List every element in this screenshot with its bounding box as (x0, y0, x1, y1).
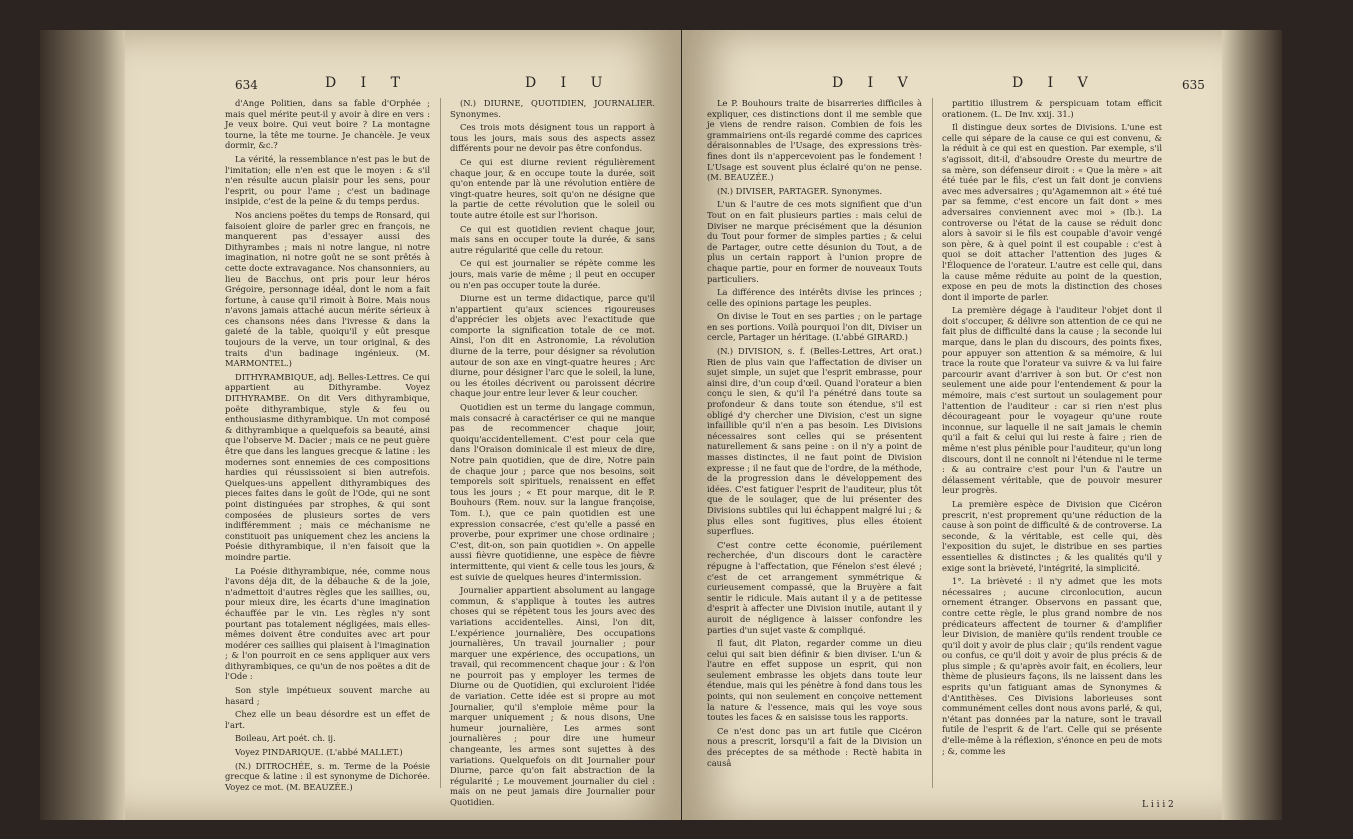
paragraph: Il faut, dit Platon, regarder comme un dieu celui qui sait bien définir & bien diviser. L'un & l'autre en effet suppose un esprit, qui non seulement embrasse les objets dans toute leur étendue, mais qui les pénètre à fond dans tous les points, qui non seulement en conçoive nettement la nature & l'essence, mais qui les voye sous toutes les faces & en saisisse tous les rapports. (707, 638, 922, 723)
paragraph: DITHYRAMBIQUE, adj. Belles-Lettres. Ce qui appartient au Dithyrambe. Voyez DITHYRAMBE. On dit Vers dithyrambique, poëte dithyrambique, style & feu ou enthousiasme dithyrambique. Un mot composé & dithyrambique a quelquefois sa beauté, ainsi que l'observe M. Dacier ; mais ce ne peut guère être que dans les langues grecque & latine : les modernes sont ennemies de ces compositions hardies qui réussissoient si bien autrefois. Quelques-uns appellent dithyrambiques des pieces faites dans le goût de l'Ode, qui ne sont point distinguées par strophes, & qui sont composées de plusieurs sortes de vers indifféremment ; mais ce méchanisme ne constituoit pas uniquement chez les anciens la Poésie dithyrambique, il n'en faisoit que la moindre partie. (225, 371, 430, 562)
paragraph: Ce n'est donc pas un art futile que Cicéron nous a prescrit, lorsqu'il a fait de la Division un des préceptes de sa méthode : Rectè habita in causâ (707, 725, 922, 768)
paragraph: Journalier appartient absolument au langage commun, & s'applique à toutes les autres choses qui se répètent tous les jours avec des variations accidentelles. Ainsi, l'on dit, L'expérience journalière, Des occupations journalières, Un travail journalier ; pour marquer une expérience, des occupations, un travail, qui recommencent chaque jour : & l'on ne pourroit pas y employer les termes de Diurne ou de Quotidien, qui excluroient l'idée de variation. Cette idée est si propre au mot Journalier, qu'il s'emploie même pour la marquer uniquement ; & nous disons, Une humeur journalière, Les armes sont journalières ; pour dire une humeur changeante, les armes sont sujettes à des variations. Quelquefois on dit Journalier pour Diurne, parce qu'on fait abstraction de la régularité ; Le mouvement journalier du ciel : mais on ne peut jamais dire Journalier pour Quotidien. (450, 585, 655, 807)
paragraph: Nos anciens poëtes du temps de Ronsard, qui faisoient gloire de parler grec en françois, ne manquerent pas d'essayer aussi des Dithyrambes ; mais ni notre langue, ni notre imagination, ni notre goût ne se sont prêtés à cette docte extravagance. Nos chansonniers, au lieu de Bacchus, ont pris pour leur héros Grégoire, personnage idéal, dont le nom a fait fortune, à cause qu'il rimoit à Boire. Mais nous n'avons jamais attaché aucun mérite sérieux à ces chansons nées dans l'ivresse & dans la gaieté de la table, quoiqu'il y eût presque toujours de la verve, un tour original, & des traits d'un badinage ingénieux. (M. MARMONTEL.) (225, 209, 430, 369)
paragraph: C'est contre cette économie, puérilement recherchée, d'un discours dont le caractère répugne à l'affectation, que Fénelon s'est élevé ; c'est de cet arrangement symmétrique & curieusement compassé, que la Bruyère a fait sentir le ridicule. Mais autant il y a de petitesse d'esprit à affecter une Division inutile, autant il y auroit de négligence à laisser confondre les parties d'un sujet vaste & compliqué. (707, 539, 922, 635)
right-page-edge (1222, 30, 1282, 820)
page-number: 635 (1182, 78, 1205, 92)
paragraph: Chez elle un beau désordre est un effet de l'art. (225, 709, 430, 730)
paragraph: Diurne est un terme didactique, parce qu'il n'appartient qu'aux sciences rigoureuses d'apprécier les objets avec l'exactitude que comporte la signification totale de ce mot. Ainsi, l'on dit en Astronomie, La révolution diurne de la terre, pour désigner sa révolution autour de son axe en vingt-quatre heures ; Arc diurne, pour désigner l'arc que le soleil, la lune, ou les étoiles décrivent ou paroissent décrire chaque jour entre leur lever & leur coucher. (450, 293, 655, 399)
paragraph: partitio illustrem & perspicuam totam efficit orationem. (L. De Inv. xxij. 31.) (942, 98, 1162, 119)
paragraph: (N.) DIVISION, s. f. (Belles-Lettres, Art orat.) Rien de plus vain que l'affectation de diviser un sujet simple, un sujet que l'esprit embrasse, pour ainsi dire, d'un coup d'œil. Quand l'orateur a bien conçu le sien, & qu'il l'a pénétré dans toute sa profondeur & dans toute son étendue, s'il est obligé d'y chercher une Division, c'est un signe infaillible qu'il n'en a pas besoin. Les Divisions nécessaires sont celles qui se présentent naturellement & sans peine : on il n'y a point de masses distinctes, il ne faut point de Division expresse ; il ne faut que de l'ordre, de la méthode, de la progression dans le développement des idées. C'est fatiguer l'esprit de l'auditeur, plus tôt que de le soulager, que de lui présenter des Divisions subtiles qui lui échappent malgré lui ; & plus elles sont fugitives, plus elles étoient superflues. (707, 346, 922, 537)
paragraph: Ces trois mots désignent tous un rapport à tous les jours, mais sous des aspects assez différents pour ne devoir pas être confondus. (450, 122, 655, 154)
paragraph: Le P. Bouhours traite de bisarreries difficiles à expliquer, ces distinctions dont il me semble que je viens de rendre raison. Combien de fois les grammairiens ont-ils regardé comme des caprices déraisonnables de l'Usage, des expressions très-fines dont ils n'appercevoient pas le fondement ! L'Usage est souvent plus éclairé qu'on ne pense. (M. BEAUZÉE.) (707, 98, 922, 183)
running-head-right: D I V (1012, 75, 1098, 91)
paragraph: On divise le Tout en ses parties ; on le partage en ses portions. Voilà pourquoi l'on dit, Diviser un cercle, Partager un héritage. (L'abbé GIRARD.) (707, 311, 922, 343)
page-number: 634 (235, 78, 258, 92)
paragraph: Il distingue deux sortes de Divisions. L'une est celle qui sépare de la cause ce qui est convenu, & la réduit à ce qui est en question. Par exemple, s'il s'agissoit, dit-il, d'absoudre Oreste du meurtre de sa mère, son défenseur diroit : « Que la mère » ait été tuée par le fils, c'est un fait dont je conviens avec mes adversaires ; qu'Agamemnon ait » été tué par sa femme, c'est encore un fait dont » mes adversaires conviennent avec moi » (Ib.). La controverse ou l'état de la cause se réduit donc alors à savoir si le fils est coupable d'avoir vengé son père, & à quel point il est coupable : c'est à quoi se doit attacher l'attention des juges & l'Éloquence de l'orateur. L'autre est celle qui, dans la cause même réduite au point de la question, expose en peu de mots la distinction des choses dont il importe de parler. (942, 122, 1162, 302)
paragraph: L'un & l'autre de ces mots signifient que d'un Tout on en fait plusieurs parties : mais celui de Diviser ne marque précisément que la désunion du Tout pour former de simples parties ; & celui de Partager, outre cette désunion du Tout, a de plus un certain rapport à l'union propre de chaque partie, pour en former de nouveaux Touts particuliers. (707, 199, 922, 284)
signature-mark: L i i i 2 (1142, 800, 1174, 810)
paragraph: (N.) DIVISER, PARTAGER. Synonymes. (717, 185, 883, 196)
running-head-left: D I V (832, 75, 918, 91)
paragraph: La première dégage à l'auditeur l'objet dont il doit s'occuper, & délivre son attention de ce qui ne fait plus de difficulté dans la cause ; la seconde lui marque, dans le plan du discours, des points fixes, pour appuyer son attention & sa mémoire, & lui trace la route que l'orateur va suivre & va lui faire parcourir avant d'arriver à son but. Or c'est non seulement une aide pour l'entendement & pour la mémoire, mais c'est surtout un soulagement pour l'attention de l'auditeur : car si rien n'est plus décourageant pour le voyageur qu'une route inconnue, sur laquelle il ne sait jamais le chemin qu'il a fait & celui qui lui reste à faire ; rien de même n'est plus pénible pour l'auditeur, qu'un long discours, dont il ne connoît ni l'étendue ni le terme : & au contraire c'est pour l'un & l'autre un délassement véritable, que de pouvoir mesurer leur progrès. (942, 305, 1162, 496)
left-page-edge (40, 30, 126, 820)
paragraph: Ce qui est diurne revient régulièrement chaque jour, & en occupe toute la durée, soit qu'on entende par là une révolution entière de vingt-quatre heures, soit qu'on ne désigne que la partie de cette révolution que le soleil ou toute autre étoile est sur l'horison. (450, 156, 655, 220)
paragraph: Ce qui est journalier se répète comme les jours, mais varie de même ; il peut en occuper ou n'en pas occuper toute la durée. (450, 258, 655, 290)
column-rule (932, 98, 933, 788)
text-column-right (942, 98, 1162, 778)
paragraph: (N.) DIURNE, QUOTIDIEN, JOURNALIER. Synonymes. (450, 98, 655, 119)
paragraph: (N.) DITROCHÉE, s. m. Terme de la Poésie grecque & latine : il est synonyme de Dichorée. Voyez ce mot. (M. BEAUZÉE.) (225, 760, 430, 792)
paragraph: La différence des intérêts divise les princes ; celle des opinions partage les peuples. (707, 287, 922, 308)
text-column-right (450, 98, 655, 807)
left-page (125, 30, 681, 820)
paragraph: Son style impétueux souvent marche au hasard ; (225, 685, 430, 706)
paragraph: La Poésie dithyrambique, née, comme nous l'avons déja dit, de la débauche & de la joie, n'admettoit d'autres règles que les saillies, ou, pour mieux dire, les écarts d'une imagination échauffée par le vin. Les règles n'y sont pourtant pas totalement négligées, mais elles-mêmes doivent être conduites avec art pour modérer ces saillies qui plaisent à l'imagination ; & l'on pourroit en ce sens appliquer aux vers dithyrambiques, ce qu'un de nos poëtes a dit de l'Ode : (225, 565, 430, 682)
running-head-right: D I U (525, 75, 613, 91)
paragraph: Boileau, Art poét. ch. ij. (235, 733, 336, 744)
paragraph: d'Ange Politien, dans sa fable d'Orphée ; mais quel mérite peut-il y avoir à dire en vers : Je veux boire. Qui veut boire ? La montagne tourne, la tête me tourne. Je chancèle. Je veux dormir, &c.? (225, 98, 430, 151)
paragraph: La vérité, la ressemblance n'est pas le but de l'imitation; elle n'en est que le moyen : & s'il n'en résulte aucun plaisir pour les sens, pour l'esprit, ou pour l'ame ; c'est un badinage insipide, c'est de la peine & du temps perdus. (225, 153, 430, 207)
running-head-left: D I T (325, 75, 410, 91)
text-column-left (707, 98, 922, 788)
paragraph: La première espèce de Division que Cicéron prescrit, n'est proprement qu'une réduction de la cause à son point de difficulté & de controverse. La seconde, & la véritable, est celle qui, dès l'exposition du sujet, le distribue en ses parties essentielles & distinctes ; & les qualités qu'il y exige sont la brièveté, l'intégrité, la simplicité. (942, 498, 1162, 573)
paragraph: 1°. La brièveté : il n'y admet que les mots nécessaires ; aucune circonlocution, aucun ornement étranger. Observons en passant que, contre cette règle, le plus grand nombre de nos prédicateurs affectent de tourner & d'amplifier leur Division, de manière qu'ils rendent trouble ce qu'il doit y avoir de plus clair ; qu'ils rendent vague ou confus, ce qu'il doit y avoir de plus précis & de plus simple ; & qu'après avoir fait, en écoliers, leur thème de plusieurs façons, ils ne laissent dans les esprits qu'un fatiguant amas de Synonymes & d'Antithèses. Ces Divisions laborieuses sont communément celles dont nous avons parlé, & qui, n'étant pas données par la nature, sont le travail futile de l'esprit & de l'art. Celle qui se présente d'elle-même à la réflexion, s'énonce en peu de mots ; &, comme les (942, 576, 1162, 756)
column-rule (440, 98, 441, 788)
paragraph: Ce qui est quotidien revient chaque jour, mais sans en occuper toute la durée, & sans autre régularité que celle du retour. (450, 223, 655, 255)
paragraph: Quotidien est un terme du langage commun, mais consacré à caractériser ce qui ne manque pas de recommencer chaque jour, quoiqu'accidentellement. C'est pour cela que dans l'Oraison dominicale il est mieux de dire, Notre pain quotidien, que de dire, Notre pain de chaque jour ; parce que nos besoins, soit temporels soit spirituels, renaissent en effet tous les jours ; « Et pour marque, dit le P. Bouhours (Rem. nouv. sur la langue françoise, Tom. I.), que ce pain quotidien est une expression consacrée, c'est qu'elle a passé en proverbe, pour exprimer une chose ordinaire ; C'est, dit-on, son pain quotidien ». On appelle aussi fièvre quotidienne, une espèce de fièvre intermittente, qui vient & celle tous les jours, & est suivie de quelques heures d'intermission. (450, 402, 655, 582)
paragraph: Voyez PINDARIQUE. (L'abbé MALLET.) (235, 747, 403, 758)
right-page (682, 30, 1222, 820)
text-column-left (225, 98, 430, 792)
